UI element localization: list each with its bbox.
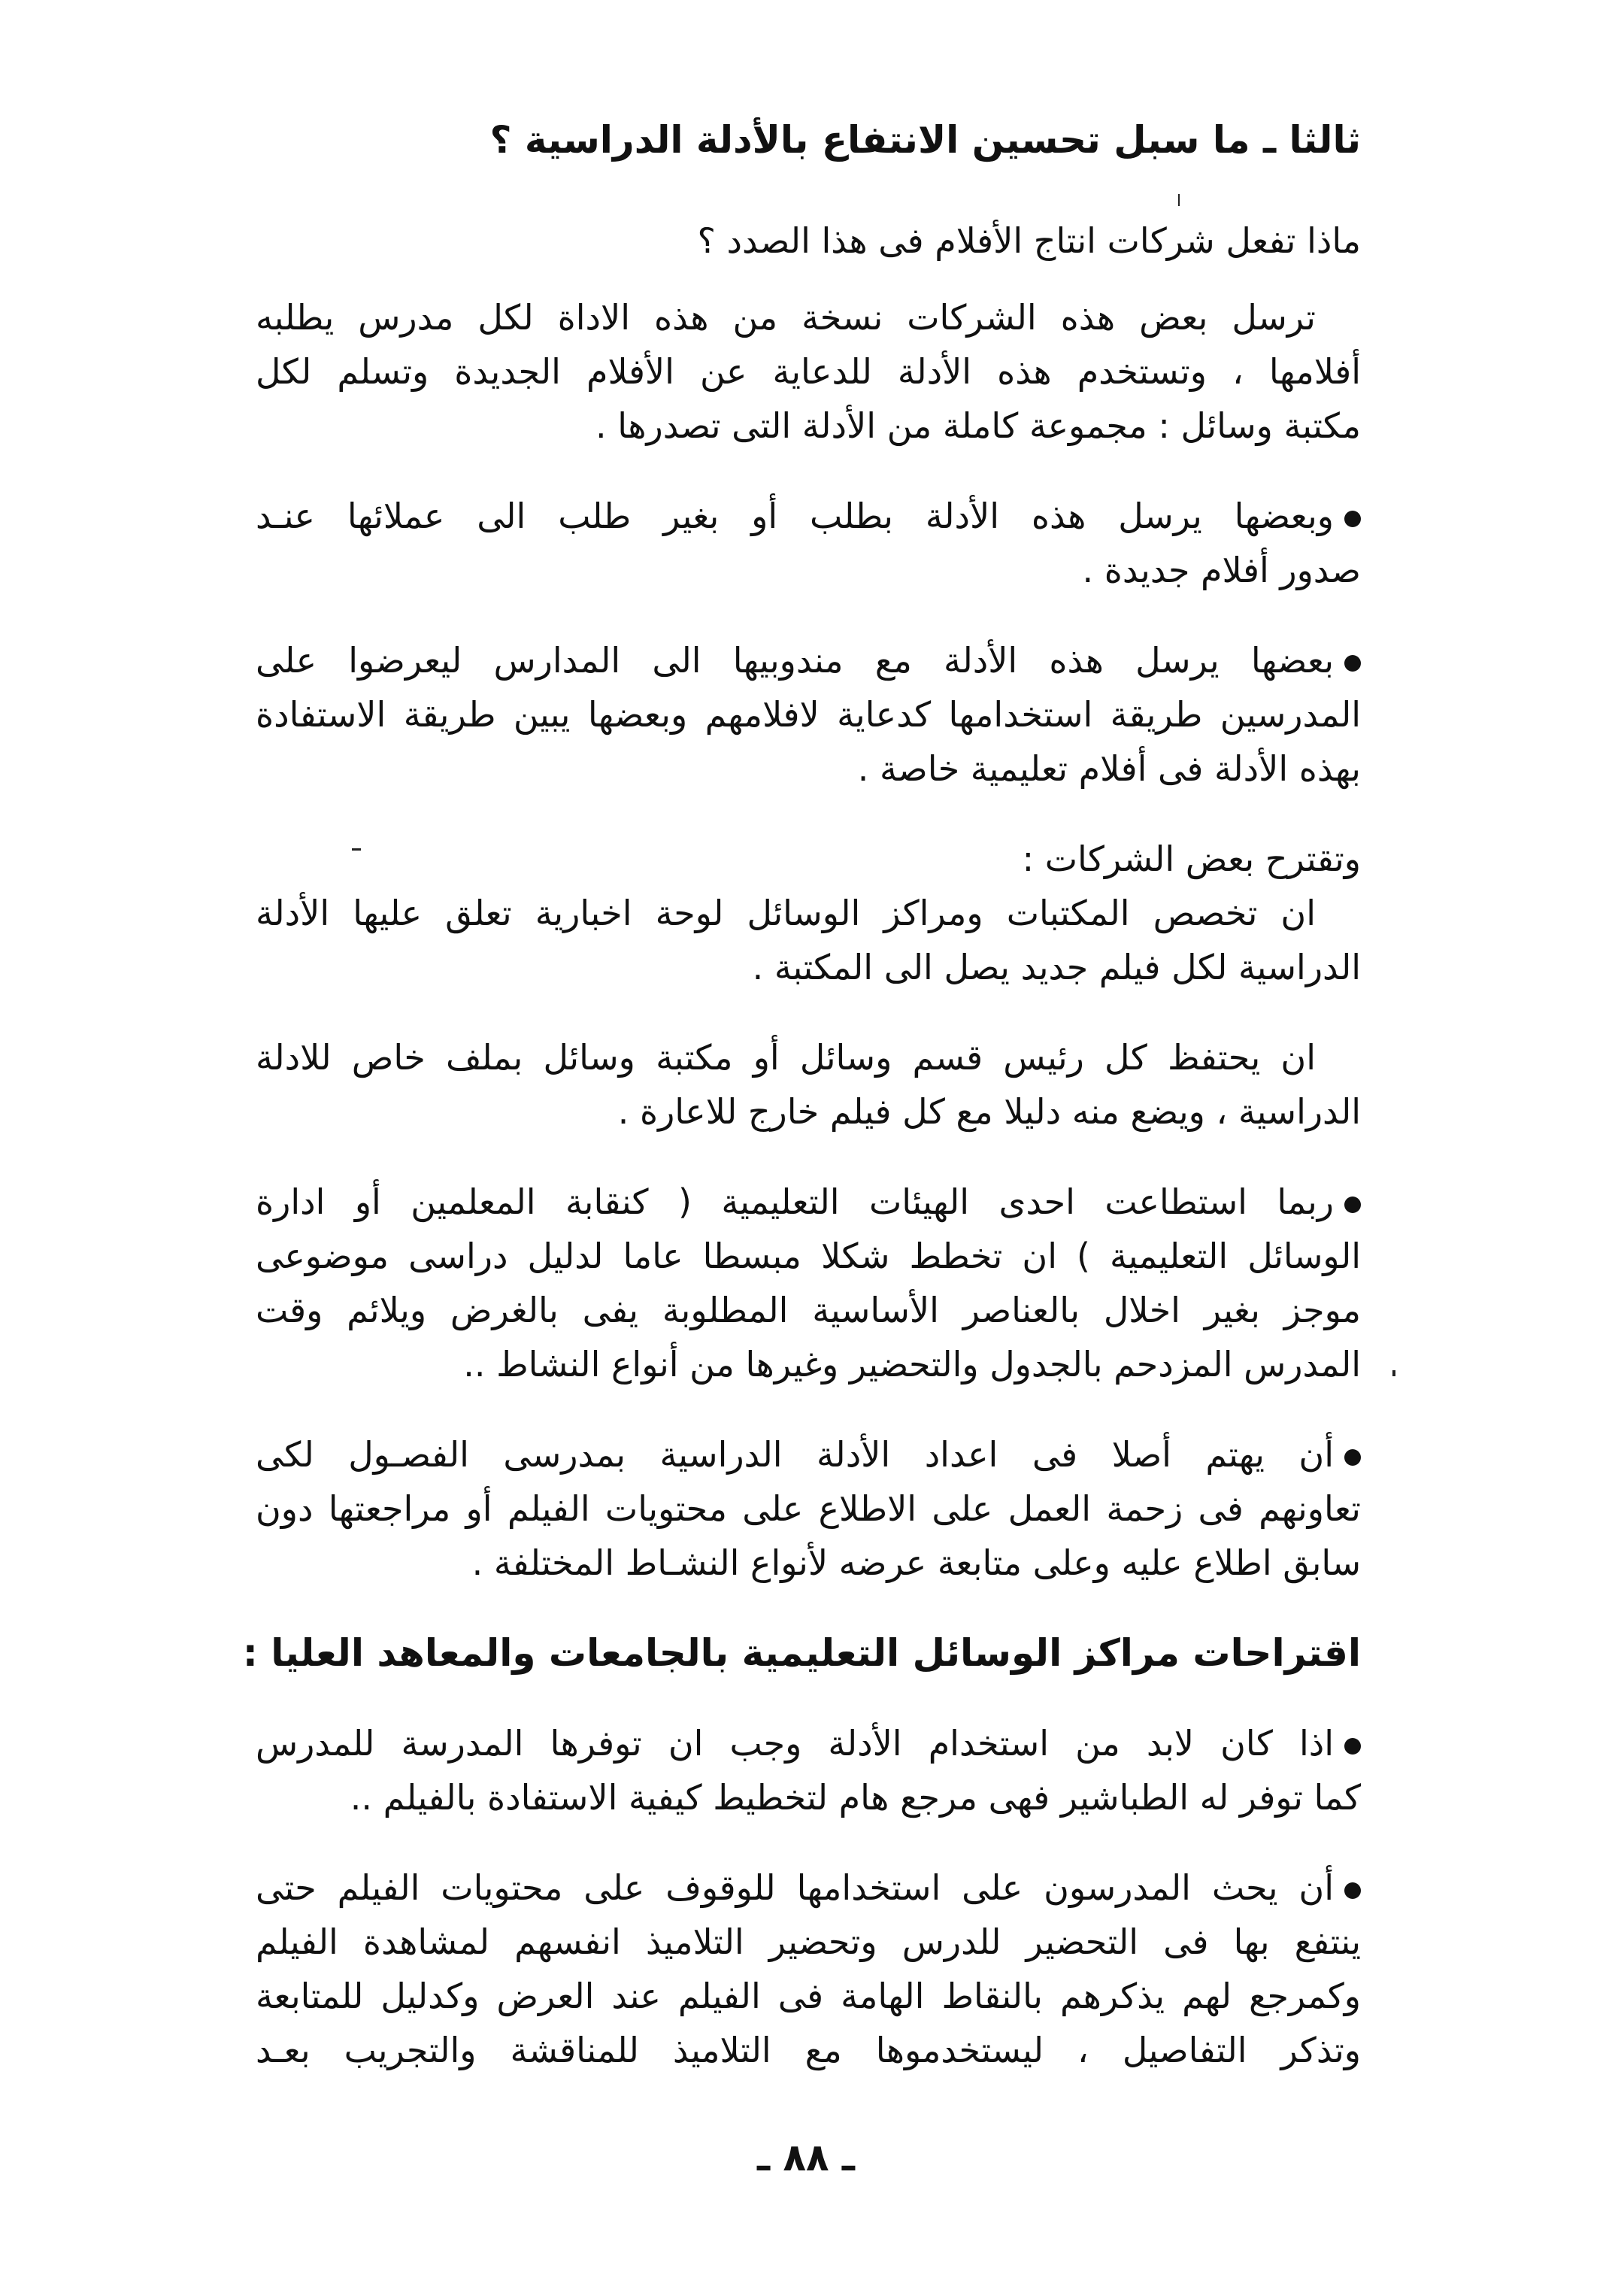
companies-intro: وتقترح بعض الشركات : <box>1022 839 1361 879</box>
text-line: مكتبة وسائل : مجموعة كاملة من الأدلة التى تصدرها . <box>595 405 1361 446</box>
text-line: المدرسين طريقة استخدامها كدعاية لافلامهم وبعضها يبين طريقة الاستفادة <box>256 694 1361 735</box>
bullet-icon <box>1344 511 1361 527</box>
text-line: ان تخصص المكتبات ومراكز الوسائل لوحة اخبارية تعلق عليها الأدلة <box>256 893 1316 933</box>
paragraph <box>256 1030 1361 1139</box>
text-line: موجز بغير اخلال بالعناصر الأساسية المطلوبة يفى بالغرض ويلائم وقت <box>256 1290 1361 1330</box>
text-line: الوسائل التعليمية ) ان تخطط شكلا مبسطا عاما لدليل دراسى موضوعى <box>256 1236 1361 1276</box>
text-line: أن يهتم أصلا فى اعداد الأدلة الدراسية بمدرسى الفصـول لكى <box>256 1434 1334 1475</box>
page-number: ـ ٨٨ ـ <box>756 2136 856 2179</box>
paragraph <box>256 290 1361 453</box>
bullet-icon <box>1344 1449 1361 1466</box>
text-line: وبعضها يرسل هذه الأدلة بطلب أو بغير طلب الى عملائها عنـد <box>256 496 1334 536</box>
subheading: اقتراحات مراكز الوسائل التعليمية بالجامعات والمعاهد العليا : <box>242 1631 1361 1675</box>
text-line: ان يحتفظ كل رئيس قسم وسائل أو مكتبة وسائل بملف خاص للادلة <box>256 1037 1316 1078</box>
section-title: ثالثا ـ ما سبل تحسين الانتفاع بالأدلة الدراسية ؟ <box>489 118 1361 162</box>
text-line: بعضها يرسل هذه الأدلة مع مندوبيها الى المدارس ليعرضوا على <box>256 640 1334 681</box>
text-line: تعاونهم فى زحمة العمل على الاطلاع على محتويات الفيلم أو مراجعتها دون <box>256 1488 1361 1529</box>
text-line: ينتفع بها فى التحضير للدرس وتحضير التلاميذ انفسهم لمشاهدة الفيلم <box>256 1921 1361 1962</box>
text-line: ربما استطاعت احدى الهيئات التعليمية ( كنقابة المعلمين أو ادارة <box>256 1181 1334 1222</box>
text-line: كما توفر له الطباشير فهى مرجع هام لتخطيط كيفية الاستفادة بالفيلم .. <box>350 1777 1361 1818</box>
scan-speck <box>1178 194 1180 206</box>
bullet-icon <box>1344 1882 1361 1899</box>
text-line: ترسل بعض هذه الشركات نسخة من هذه الاداة لكل مدرس يطلبه <box>256 297 1316 338</box>
text-line: الدراسية لكل فيلم جديد يصل الى المكتبة . <box>752 947 1361 987</box>
bullet-paragraph <box>256 489 1361 597</box>
bullet-paragraph <box>256 1427 1361 1590</box>
bullet-paragraph <box>256 1716 1361 1824</box>
scan-speck <box>352 848 361 851</box>
text-line: أن يحث المدرسون على استخدامها للوقوف على محتويات الفيلم حتى <box>256 1867 1334 1908</box>
bullet-paragraph <box>256 1861 1361 2077</box>
text-line: سابق اطلاع عليه وعلى متابعة عرضه لأنواع النشـاط المختلفة . <box>471 1542 1361 1583</box>
scan-speck <box>1392 1370 1395 1376</box>
text-line: وكمرجع لهم يذكرهم بالنقاط الهامة فى الفيلم عند العرض وكدليل للمتابعة <box>256 1976 1361 2016</box>
bullet-icon <box>1344 1197 1361 1213</box>
text-line: صدور أفلام جديدة . <box>1082 550 1361 590</box>
bullet-paragraph <box>256 633 1361 796</box>
bullet-icon <box>1344 655 1361 672</box>
text-line: وتذكر التفاصيل ، ليستخدموها مع التلاميذ للمناقشة والتجريب بعـد <box>256 2030 1361 2070</box>
text-column <box>242 113 1361 2077</box>
text-line: أفلامها ، وتستخدم هذه الأدلة للدعاية عن الأفلام الجديدة وتسلم لكل <box>256 351 1361 392</box>
text-line: المدرس المزدحم بالجدول والتحضير وغيرها من أنواع النشاط .. <box>463 1344 1361 1385</box>
bullet-paragraph <box>256 1175 1361 1391</box>
question-line: ماذا تفعل شركات انتاج الأفلام فى هذا الصدد ؟ <box>697 220 1361 261</box>
paragraph <box>256 886 1361 994</box>
text-line: الدراسية ، ويضع منه دليلا مع كل فيلم خارج للاعارة . <box>617 1091 1361 1132</box>
text-line: بهذه الأدلة فى أفلام تعليمية خاصة . <box>857 748 1361 789</box>
bullet-icon <box>1344 1738 1361 1755</box>
text-line: اذا كان لابد من استخدام الأدلة وجب ان توفرها المدرسة للمدرس <box>256 1723 1334 1764</box>
